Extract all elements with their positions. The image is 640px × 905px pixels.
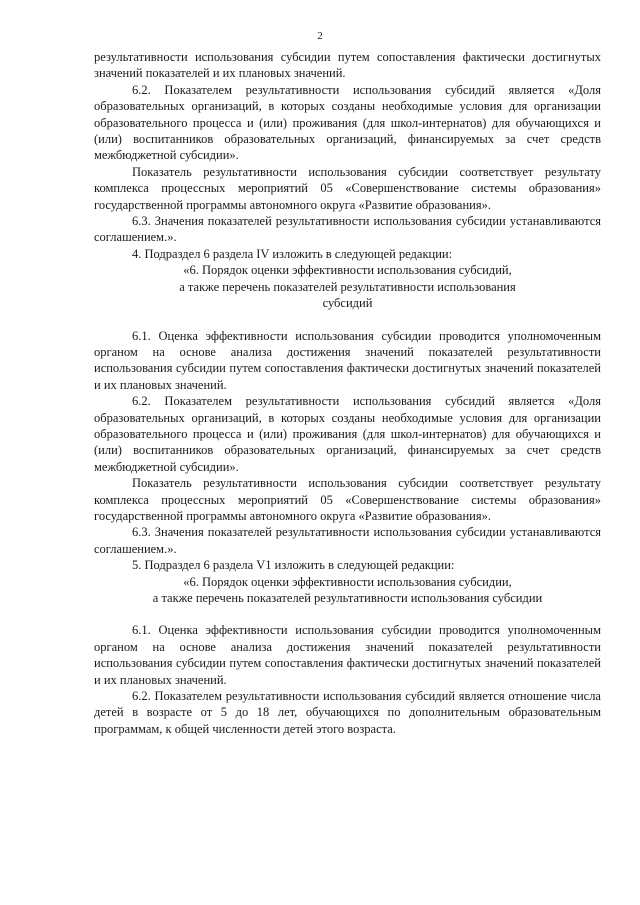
paragraph: 4. Подраздел 6 раздела IV изложить в следующей редакции: <box>132 246 453 261</box>
section-heading-line: а также перечень показателей результативности использования субсидии <box>152 591 543 605</box>
section-heading-line: а также перечень показателей результативности использования <box>179 279 516 294</box>
section-heading-line: «6. Порядок оценки эффективности использования субсидий, <box>183 263 512 278</box>
section-heading-line: «6. Порядок оценки эффективности использования субсидии, <box>183 574 512 589</box>
paragraph: результативности использования субсидии путем сопоставления фактически достигнутых значений показателей и их плановых значений. <box>94 50 601 81</box>
page-number: 2 <box>317 30 323 42</box>
paragraph: 6.1. Оценка эффективности использования субсидии проводится уполномоченным органом на основе анализа достижения значений показателей результативности использования субсидии путем сопоставления фактически достигнутых значений показателей и их плановых значений. <box>94 623 601 687</box>
paragraph: Показатель результативности использования субсидии соответствует результату комплекса процессных мероприятий 05 «Совершенствование системы образования» государственной программы автономного округа «Развитие образования». <box>94 164 601 212</box>
paragraph: 6.3. Значения показателей результативности использования субсидии устанавливаются соглашением.». <box>94 214 601 245</box>
paragraph: 6.3. Значения показателей результативности использования субсидии устанавливаются соглашением.». <box>94 525 601 556</box>
paragraph: 6.2. Показателем результативности использования субсидий является отношение числа детей в возрасте от 5 до 18 лет, обучающихся по дополнительным образовательным программам, к общей численности детей этого возраста. <box>94 689 601 736</box>
paragraph: 6.2. Показателем результативности использования субсидий является «Доля образовательных организаций, в которых созданы необходимые условия для организации образовательного процесса и (или) проживания (для школ-интернатов) для обучающихся и (или) воспитанников образовательных организаций, финансируемых за счет средств межбюджетной субсидии». <box>94 394 601 474</box>
paragraph: 6.2. Показателем результативности использования субсидий является «Доля образовательных организаций, в которых созданы необходимые условия для организации образовательного процесса и (или) проживания (для школ-интернатов) для обучающихся и (или) воспитанников образовательных организаций, финансируемых за счет средств межбюджетной субсидии». <box>94 82 601 163</box>
paragraph: 6.1. Оценка эффективности использования субсидии проводится уполномоченным органом на основе анализа достижения значений показателей результативности использования субсидии путем сопоставления фактически достигнутых значений показателей и их плановых значений. <box>94 328 601 392</box>
document-body <box>94 49 601 737</box>
section-heading-line: субсидий <box>322 296 373 311</box>
paragraph: 5. Подраздел 6 раздела V1 изложить в следующей редакции: <box>132 558 455 573</box>
paragraph: Показатель результативности использования субсидии соответствует результату комплекса процессных мероприятий 05 «Совершенствование системы образования» государственной программы автономного округа «Развитие образования». <box>94 476 601 523</box>
